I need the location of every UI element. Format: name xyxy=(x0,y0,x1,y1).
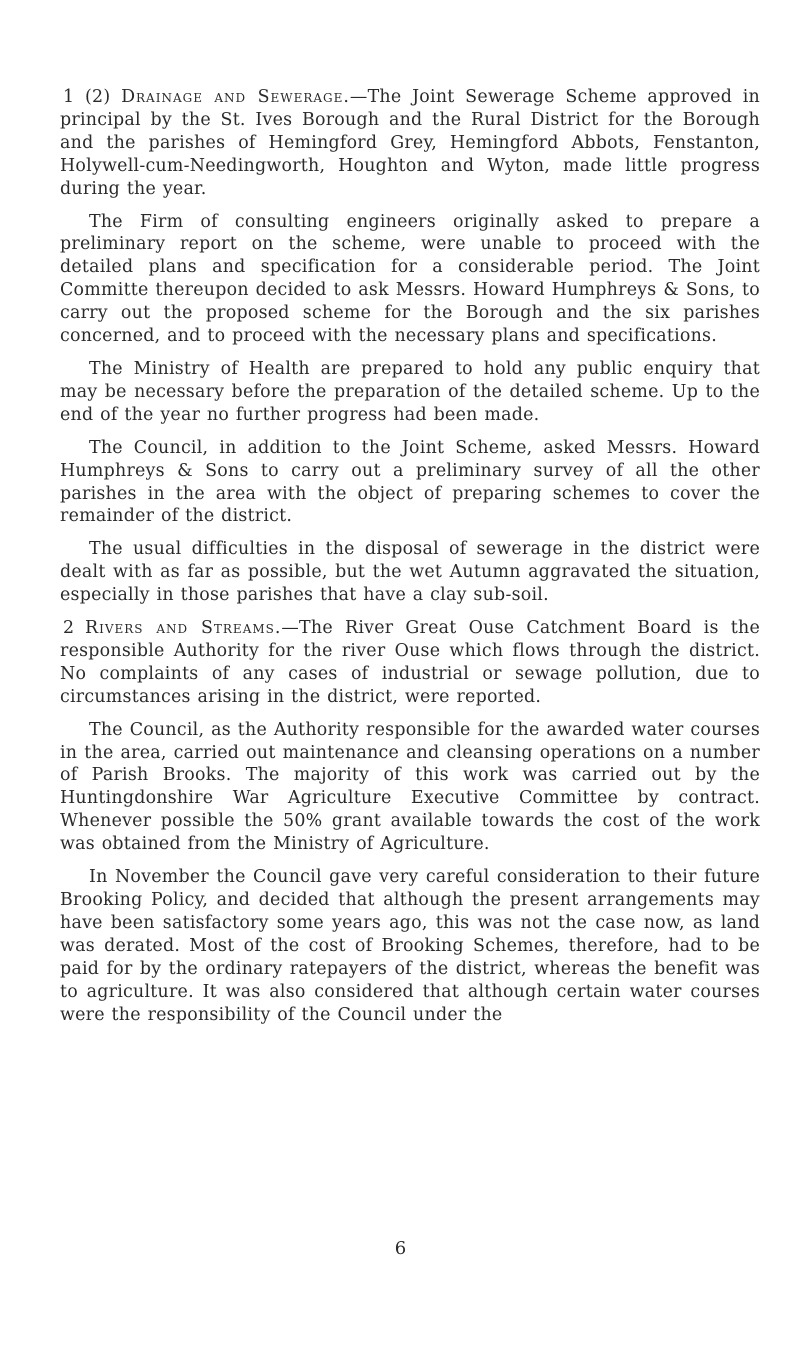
section-2-paragraph-2: The Council, as the Authority responsible for the awarded water courses in the area, carried out maintenance and cleansing operations on a number of Parish Brooks. The majority of this work was carried out by the Huntingdonshire War Agriculture Executive Committee by contract. Whenever possible the 50% grant available towards the cost of the work was obtained from the Ministry of Agriculture. xyxy=(60,719,760,855)
section-1-paragraph-2: The Firm of consulting engineers originally asked to prepare a preliminary report on the scheme, were unable to proceed with the detailed plans and specification for a considerable period. The Joint Committe thereupon decided to ask Messrs. Howard Humphreys & Sons, to carry out the proposed scheme for the Borough and the six parishes concerned, and to proceed with the necessary plans and specifications. xyxy=(60,211,760,347)
document-page xyxy=(60,86,760,1026)
section-1-paragraph-5: The usual difficulties in the disposal of sewerage in the district were dealt with as far as possible, but the wet Autumn aggravated the situation, especially in those parishes that have a clay sub-soil. xyxy=(60,539,760,606)
section-1-subnumber: (2) xyxy=(85,87,111,107)
section-2-paragraph-3: In November the Council gave very careful consideration to their future Brooking Policy, and decided that although the present arrangements may have been satisfactory some years ago, this was not the case now, as land was derated. Most of the cost of Brooking Schemes, therefore, had to be paid for by the ordinary ratepayers of the district, whereas the benefit was to agriculture. It was also considered that although certain water courses were the responsibility of the Council under the xyxy=(60,867,760,1025)
section-1-number: 1 xyxy=(63,87,75,107)
section-1-text-1: —The Joint Sewerage Scheme approved in principal by the St. Ives Borough and the Rural District for the Borough and the parishes of Hemingford Grey, Hemingford Abbots, Fenstanton, Holywell-cum-Needingworth, Houghton and Wyton, made little progress during the year. xyxy=(60,87,760,199)
section-1-paragraph-1 xyxy=(60,86,760,201)
page-number: 6 xyxy=(394,1238,407,1259)
section-1-paragraph-4: The Council, in addition to the Joint Scheme, asked Messrs. Howard Humphreys & Sons to carry out a preliminary survey of all the other parishes in the area with the object of preparing schemes to cover the remainder of the district. xyxy=(60,437,760,527)
section-2-number: 2 xyxy=(63,618,75,639)
section-1-paragraph-3: The Ministry of Health are prepared to hold any public enquiry that may be necessary before the preparation of the detailed scheme. Up to the end of the year no further progress had been made. xyxy=(60,358,760,425)
section-1-title: Drainage and Sewerage. xyxy=(121,87,350,107)
section-2-text-1: —The River Great Ouse Catchment Board is the responsible Authority for the river Ouse which flows through the district. No complaints of any cases of industrial or sewage pollution, due to circumstances arising in the district, were reported. xyxy=(60,618,760,707)
section-2-title: Rivers and Streams. xyxy=(85,618,282,639)
section-2-paragraph-1 xyxy=(60,617,760,709)
